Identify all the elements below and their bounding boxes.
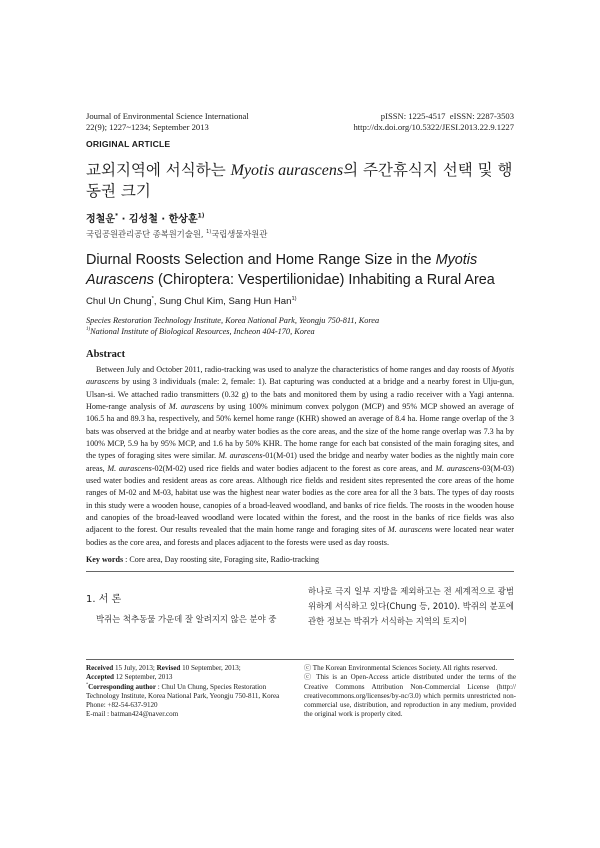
issn: pISSN: 1225-4517 eISSN: 2287-3503 [380, 111, 514, 121]
keywords-label: Key words [86, 555, 124, 564]
copyright-line: ⓒ The Korean Environmental Sciences Society. All rights reserved. [304, 664, 498, 672]
abstract-paragraph: Between July and October 2011, radio-tracking was used to analyze the characteristics of home ranges and day roosts of Myotis aurascens by using 3 individuals (male: 2, female: 1). Bat capturing was conducted at a bridge and a nearby forest in Ulju-gun, Ulsan-si. We attached radio transmitters (0.32 g) to the bats and monitored them by using a radio receiver with a Yagi antenna. Home-range analysis of M. aurascens by using 100% minimum convex polygon (MCP) and 95% MCP showed an average of 106.5 ha and 89.3 ha, respectively, and 50% kernel home range (KHR) showed an average of 8.4 ha. Home range overlap of the 3 bats was observed at the bridge and at nearby water bodies as the core areas, and the size of the home range overlap was 7.3 ha by 100% MCP, 5.9 ha by 95% MCP, and 1.6 ha by 50% KHR. The home range for each bat consisted of the main foraging sites, and the types of foraging sites were similar. M. aurascens-01(M-01) used the bridge and nearby water bodies as the nightly main core areas, M. aurascens-02(M-02) used rice fields and water bodies adjacent to the forest as core areas, and M. aurascens-03(M-03) used water bodies and resident areas as core areas. Although rice fields and resident sites represented the core areas of the home ranges of M-02 and M-03, habitat use was the highest near water bodies as the core area for all the 3 bats. The types of day roosts in this study were a wooden house, canopies of a broad-leaved woodland, and banks of rice fields. The roosts in the wooden house and canopies of the broad-leaved woodland were located within the forest, and the roost in the banks of rice fields was also adjacent to the forest. Our results revealed that the main home range and foraging sites of M. aurascens were located near water bodies as the core area, and forests and places adjacent to the forests were used as day roosts. [86, 365, 515, 547]
journal-identifiers [353, 111, 514, 133]
affil-en-line2: National Institute of Biological Resources, Incheon 404-170, Korea [90, 327, 315, 336]
footnote-copyright [304, 664, 516, 720]
date-line-1 [86, 664, 298, 673]
affil-ko-main: 국립공원관리공단 종복원기술원, [86, 229, 207, 239]
author-en-1: Chul Un Chung [86, 296, 152, 307]
affiliation-korean [86, 228, 267, 240]
affiliation-english [86, 315, 526, 337]
abstract-heading: Abstract [86, 349, 126, 360]
license-text: ⓒ This is an Open-Access article distributed under the terms of the Creative Commons Attribution Non-Commercial License (http:// creativecommons.org/licenses/by-nc/3.0) which permits unrestricted non-commercial use, distribution, and reproduction in any medium, provided the original work is properly cited. [304, 673, 516, 719]
affil-en-mark: 1) [86, 327, 91, 333]
affiliation-mark: 1) [197, 212, 205, 220]
title-ko-part1: 교외지역에 서식하는 [86, 161, 231, 179]
corr-label: Corresponding author [88, 682, 156, 691]
corr-text: : Chul Un Chung, Species Restoration Technology Institute, Korea National Park, Yeongju 750-811, Korea [86, 682, 280, 700]
keywords [86, 555, 514, 564]
affil-ko-mark: 1) [206, 229, 212, 236]
authors-korean [86, 210, 205, 225]
abstract-body [86, 364, 514, 549]
affil-en-line2-wrap [86, 326, 526, 337]
authors-ko-rest: · 김성철 · 한상훈 [118, 214, 198, 225]
author-ko-1: 정철운 [86, 214, 115, 225]
email[interactable]: E-mail : batman424@naver.com [86, 710, 179, 719]
author-en-affil-mark: 1) [291, 295, 297, 302]
journal-info [86, 111, 249, 133]
corresponding-author [86, 683, 298, 702]
author-en-corr-mark: * [151, 295, 154, 302]
title-en-part1: Diurnal Roosts Selection and Home Range Size in the [86, 252, 436, 268]
revised-date: 10 September, 2013; [180, 664, 241, 672]
footnote-dates-correspondence [86, 664, 298, 720]
intro-column-right: 하나로 극지 일부 지방을 제외하고는 전 세계적으로 광범위하게 서식하고 있다(Chung 등, 2010). 박쥐의 분포에 관한 정보는 박쥐가 서식하는 지역의 토지이 [308, 586, 514, 626]
affil-en-line1: Species Restoration Technology Institute, Korea National Park, Yeongju 750-811, Korea [86, 316, 380, 325]
footnote-divider [86, 659, 514, 660]
title-ko-part2: 의 주간휴식지 선택 및 행동권 크기 [86, 161, 513, 200]
title-ko-species: Myotis aurascens [230, 162, 344, 179]
received-date: 15 July, 2013; [113, 664, 157, 672]
doi-link[interactable]: http://dx.doi.org/10.5322/JESI.2013.22.9.1227 [353, 122, 514, 132]
title-en-part2: (Chiroptera: Vespertilionidae) Inhabiting a Rural Area [154, 272, 495, 288]
intro-column-left: 박쥐는 척추동물 가운데 잘 알려지지 않은 분야 중 [96, 614, 277, 624]
title-english [86, 250, 526, 290]
accepted-date: 12 September, 2013 [113, 673, 173, 682]
corresponding-mark: * [114, 212, 119, 220]
title-en-species: Myotis Aurascens [86, 252, 478, 288]
received-label: Received [86, 664, 114, 672]
affil-ko-other: 국립생물자원관 [211, 229, 268, 239]
journal-citation: 22(9); 1227~1234; September 2013 [86, 122, 209, 132]
journal-name: Journal of Environmental Science International [86, 111, 249, 121]
divider [86, 571, 514, 572]
accepted-label: Accepted [86, 673, 114, 682]
section-heading-introduction: 1. 서 론 [86, 594, 122, 605]
revised-label: Revised [156, 664, 181, 672]
date-line-2 [86, 673, 298, 682]
corr-mark: * [86, 681, 89, 687]
keywords-list: : Core area, Day roosting site, Foraging site, Radio-tracking [123, 555, 320, 564]
authors-english [86, 296, 297, 307]
phone: Phone: +82-54-637-9120 [86, 701, 158, 710]
authors-en-rest: , Sung Chul Kim, Sang Hun Han [153, 296, 292, 307]
article-type-label: ORIGINAL ARTICLE [86, 139, 171, 149]
title-korean [86, 160, 526, 202]
